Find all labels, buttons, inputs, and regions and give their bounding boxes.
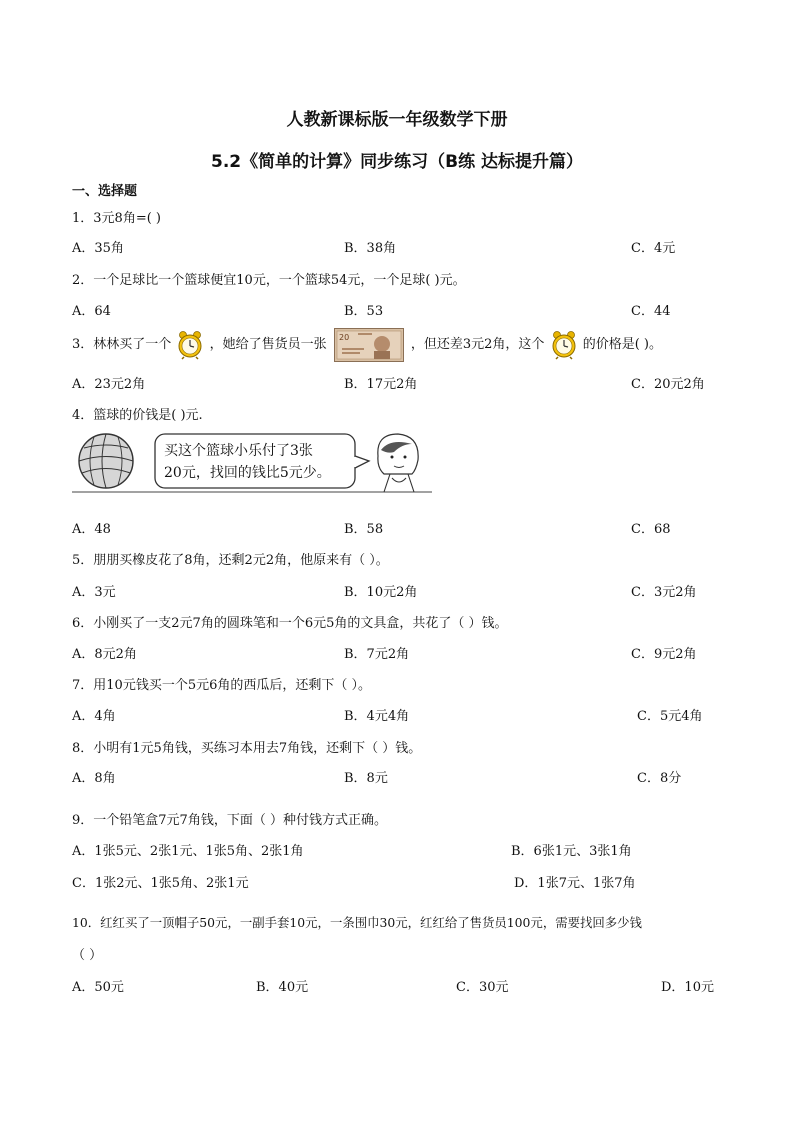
option-a[interactable]: A．50元 xyxy=(72,980,124,995)
option-c[interactable]: C．5元4角 xyxy=(637,709,703,724)
page-title: 人教新课标版一年级数学下册 xyxy=(286,110,508,130)
option-b[interactable]: B．17元2角 xyxy=(344,377,418,392)
option-c[interactable]: C．44 xyxy=(631,304,671,319)
twenty-yuan-note-icon xyxy=(334,328,404,362)
svg-text:20: 20 xyxy=(338,333,349,342)
question-stem: 7．用10元钱买一个5元6角的西瓜后，还剩下（ ）。 xyxy=(72,678,371,693)
question-figure xyxy=(72,430,432,498)
option-b[interactable]: B．8元 xyxy=(344,771,388,786)
stem-part: ，她给了售货员一张 xyxy=(209,337,327,352)
option-c[interactable]: C．20元2角 xyxy=(631,377,705,392)
question-stem: 9．一个铅笔盒7元7角钱，下面（ ）种付钱方式正确。 xyxy=(72,813,387,828)
option-c[interactable]: C．8分 xyxy=(637,771,682,786)
option-a[interactable]: A．48 xyxy=(72,522,111,537)
option-b[interactable]: B．38角 xyxy=(344,241,397,256)
question-stem: 1．3元8角=( ) xyxy=(72,211,161,226)
speech-bubble xyxy=(155,434,369,488)
option-a[interactable]: A．23元2角 xyxy=(72,377,146,392)
option-c[interactable]: C．4元 xyxy=(631,241,676,256)
bubble-line: 买这个篮球小乐付了3张 xyxy=(164,443,313,459)
option-a[interactable]: A．64 xyxy=(72,304,111,319)
stem-part: 3．林林买了一个 xyxy=(72,337,172,352)
option-c[interactable]: C．68 xyxy=(631,522,671,537)
option-c[interactable]: C．30元 xyxy=(456,980,509,995)
section-title: 一、选择题 xyxy=(72,184,138,199)
option-d[interactable]: D．1张7元、1张7角 xyxy=(514,876,636,891)
option-b[interactable]: B．40元 xyxy=(256,980,309,995)
option-a[interactable]: A．4角 xyxy=(72,709,116,724)
basketball-scene xyxy=(72,430,432,498)
option-d[interactable]: D．10元 xyxy=(661,980,714,995)
question-stem-line2: （ ） xyxy=(72,948,103,963)
question-stem: 10．红红买了一顶帽子50元，一副手套10元，一条围巾30元，红红给了售货员100元，需要找回多少钱 xyxy=(72,915,642,930)
question-stem: 4．篮球的价钱是( )元. xyxy=(72,408,203,423)
question-stem: 8．小明有1元5角钱，买练习本用去7角钱，还剩下（ ）钱。 xyxy=(72,741,422,756)
option-a[interactable]: A．35角 xyxy=(72,241,124,256)
girl-speaking-icon xyxy=(378,434,418,492)
option-b[interactable]: B．6张1元、3张1角 xyxy=(511,844,632,859)
alarm-clock-icon xyxy=(177,330,203,360)
bubble-line: 20元，找回的钱比5元少。 xyxy=(164,465,331,481)
option-a[interactable]: A．3元 xyxy=(72,585,116,600)
option-a[interactable]: A．8角 xyxy=(72,771,116,786)
option-b[interactable]: B．10元2角 xyxy=(344,585,418,600)
option-b[interactable]: B．4元4角 xyxy=(344,709,410,724)
basketball-icon xyxy=(79,434,133,488)
question-stem: 2．一个足球比一个篮球便宜10元，一个篮球54元，一个足球( )元。 xyxy=(72,273,466,288)
page-subtitle: 5.2《简单的计算》同步练习（B练 达标提升篇） xyxy=(211,152,583,172)
option-c[interactable]: C．3元2角 xyxy=(631,585,697,600)
option-b[interactable]: B．7元2角 xyxy=(344,647,410,662)
option-c[interactable]: C．1张2元、1张5角、2张1元 xyxy=(72,876,249,891)
stem-part: ，但还差3元2角，这个 xyxy=(410,337,545,352)
alarm-clock-icon xyxy=(551,330,577,360)
option-a[interactable]: A．8元2角 xyxy=(72,647,137,662)
stem-part: 的价格是( )。 xyxy=(582,337,662,352)
question-stem: 5．朋朋买橡皮花了8角，还剩2元2角，他原来有（ ）。 xyxy=(72,553,389,568)
option-b[interactable]: B．53 xyxy=(344,304,384,319)
option-c[interactable]: C．9元2角 xyxy=(631,647,697,662)
option-b[interactable]: B．58 xyxy=(344,522,384,537)
option-a[interactable]: A．1张5元、2张1元、1张5角、2张1角 xyxy=(72,844,304,859)
question-stem: 6．小刚买了一支2元7角的圆珠笔和一个6元5角的文具盒，共花了（ ）钱。 xyxy=(72,616,508,631)
question-stem xyxy=(72,328,662,363)
